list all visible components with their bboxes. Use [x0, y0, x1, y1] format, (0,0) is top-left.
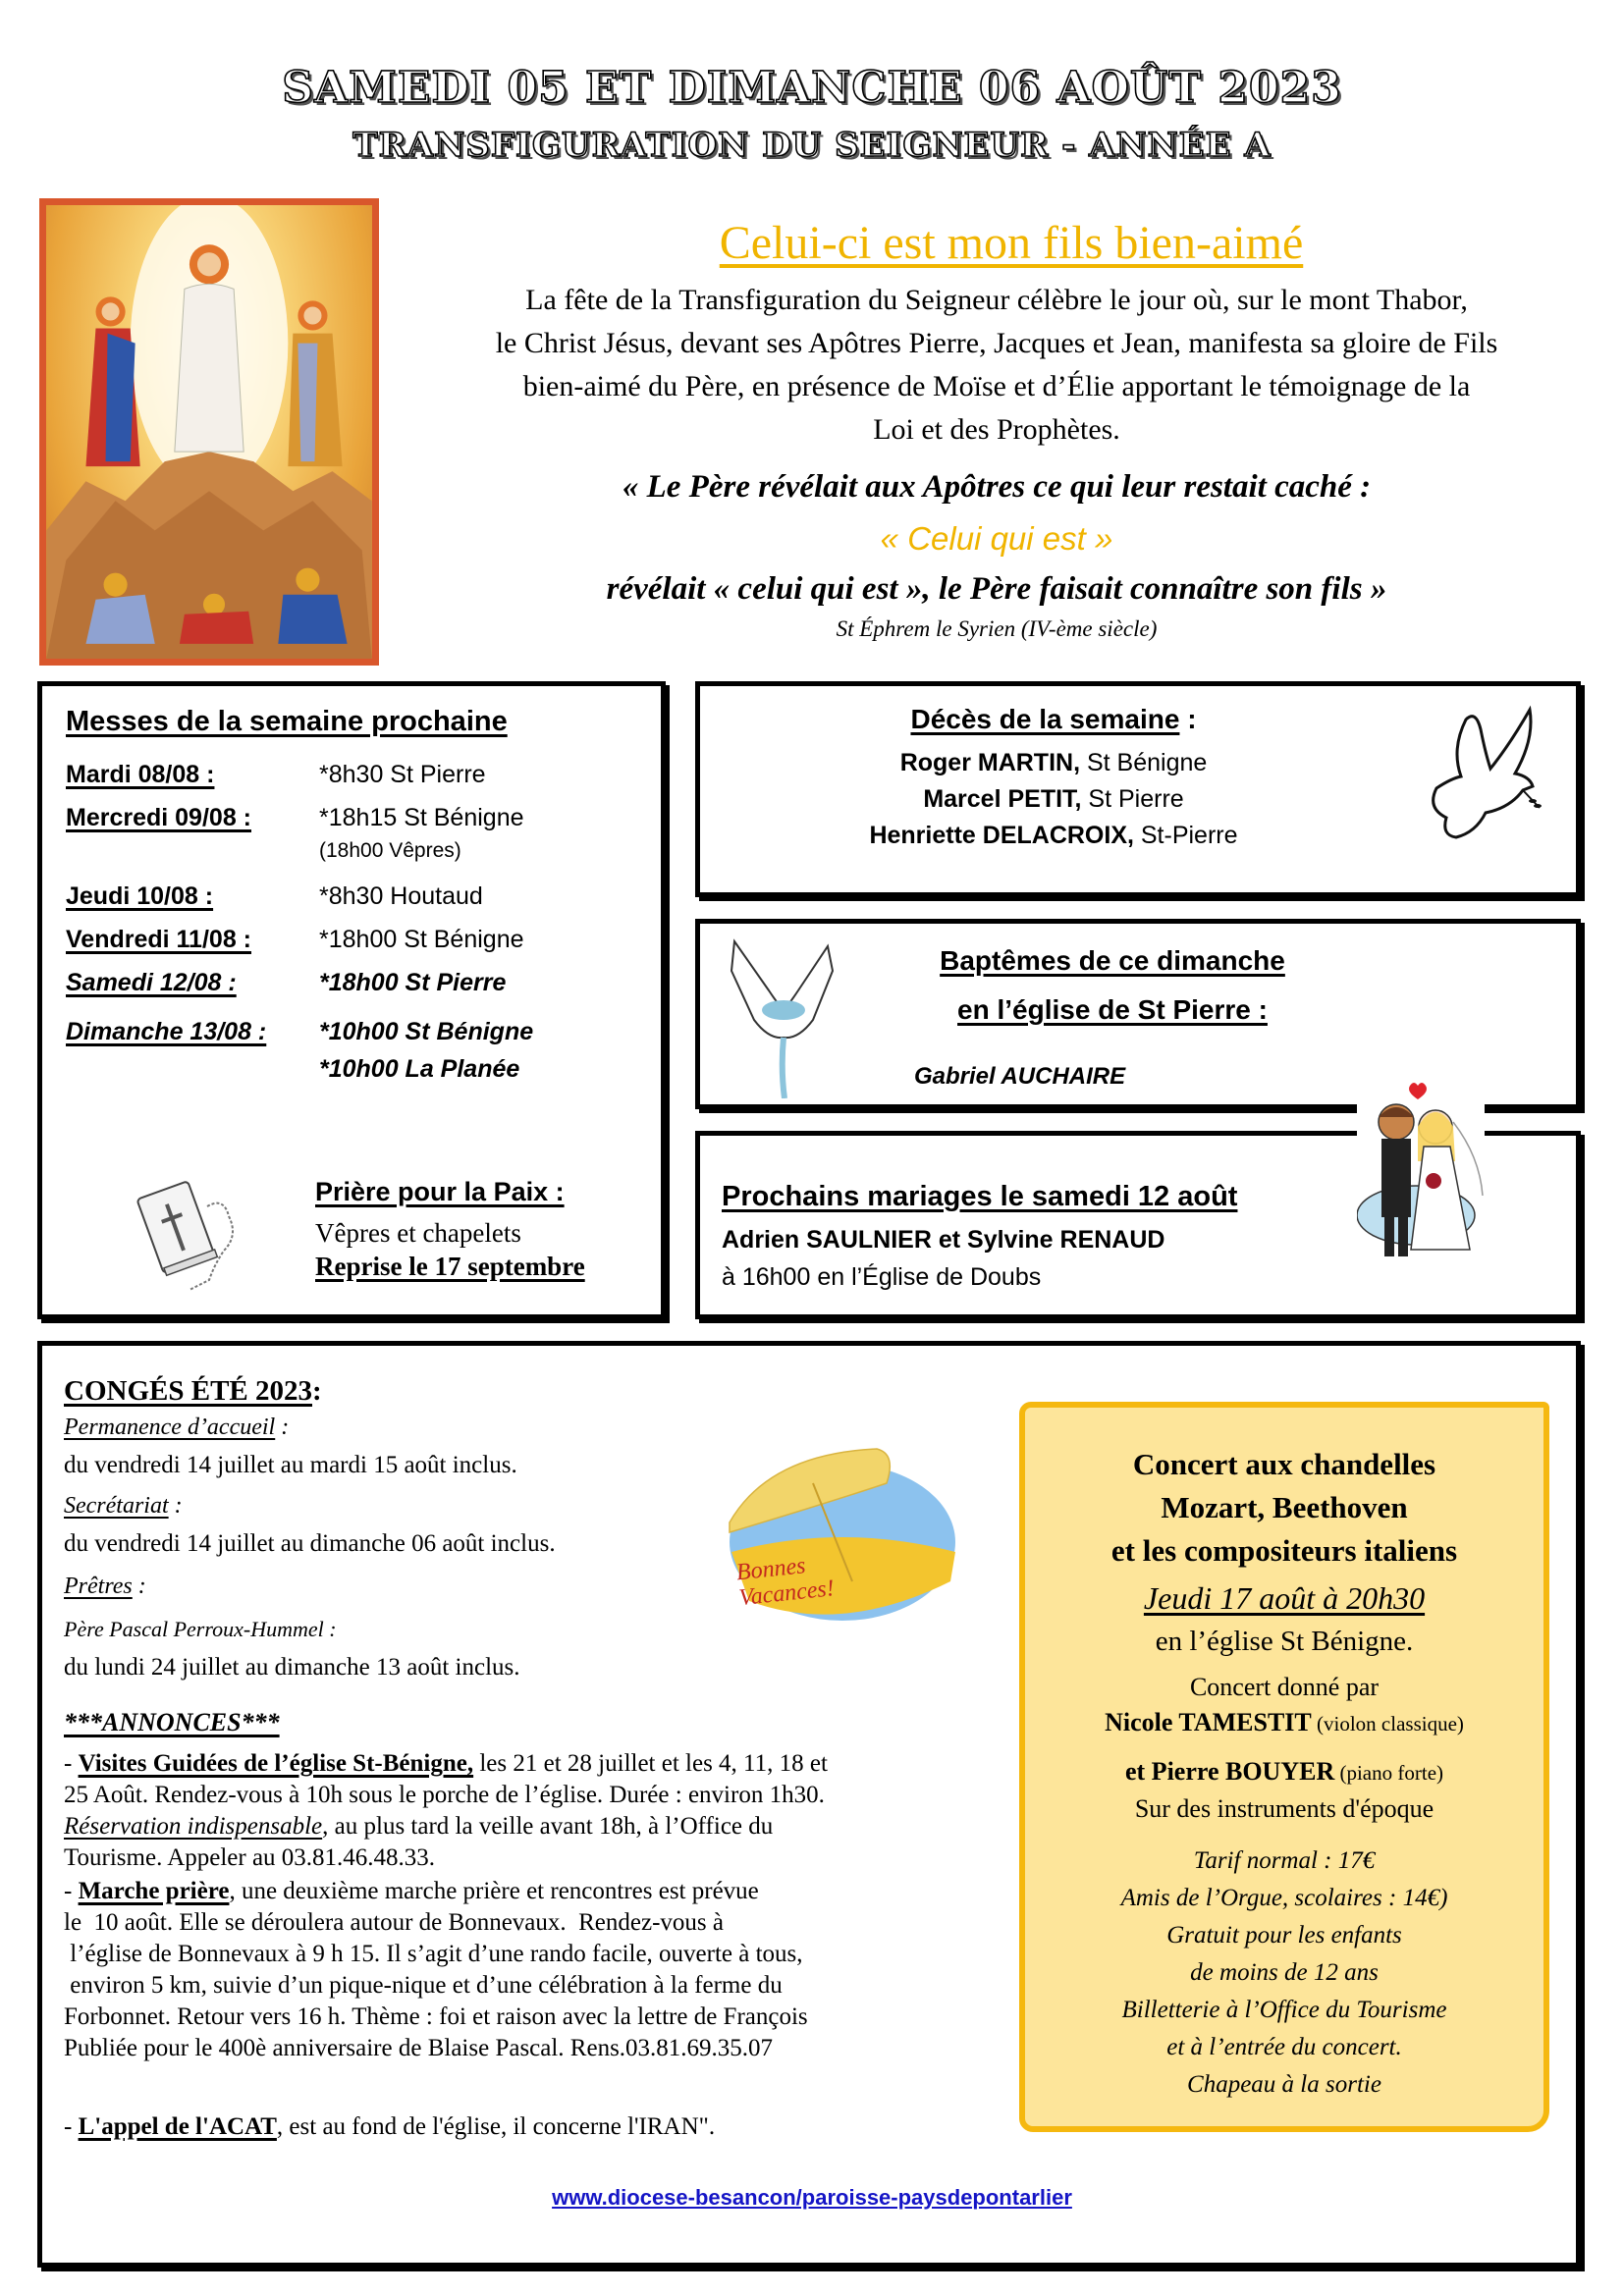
death-entry — [700, 749, 1407, 777]
holiday-label-text: Secrétariat — [64, 1493, 169, 1519]
holiday-label — [64, 1415, 289, 1441]
transfiguration-icon-image — [39, 198, 379, 666]
reservation-text: , au plus tard la veille avant 18h, à l’Office du — [322, 1813, 774, 1840]
concert-performer-1 — [1025, 1708, 1543, 1737]
concert-composers-2: et les compositeurs italiens — [1110, 1533, 1458, 1568]
death-entry — [700, 822, 1407, 850]
ann-line: Forbonnet. Retour vers 16 h. Thème : foi et raison avec la lettre de François — [64, 2003, 808, 2030]
mass-time: *10h00 La Planée — [319, 1055, 520, 1083]
holiday-label — [64, 1493, 183, 1520]
holidays-title-text: CONGÉS ÉTÉ 2023 — [64, 1375, 312, 1407]
holiday-label-text: Prêtres — [64, 1574, 133, 1599]
parish-website-link[interactable]: www.diocese-besancon/paroisse-paysdepontarlier — [552, 2185, 1072, 2210]
mass-time: *8h30 Houtaud — [319, 882, 483, 910]
performer-1-name: Nicole TAMESTIT — [1105, 1708, 1312, 1736]
baptisms-title-line1: Baptêmes de ce dimanche — [940, 945, 1285, 976]
holiday-label-text: Permanence d’accueil — [64, 1415, 276, 1440]
ann-line: 25 Août. Rendez-vous à 10h sous le porche de l’église. Durée : environ 1h30. — [64, 1782, 825, 1808]
masses-box — [37, 681, 666, 1319]
mass-day: Dimanche 13/08 : — [66, 1018, 267, 1045]
acat-label: L'appel de l'ACAT — [78, 2113, 277, 2140]
deaths-title — [700, 704, 1407, 735]
concert-hat: Chapeau à la sortie — [1187, 2071, 1381, 2098]
concert-date: Jeudi 17 août à 20h30 — [1143, 1580, 1426, 1616]
weddings-title: Prochains mariages le samedi 12 août — [722, 1181, 1238, 1212]
prayer-resume-date: Reprise le 17 septembre — [315, 1252, 585, 1281]
performer-2-name: et Pierre BOUYER — [1124, 1757, 1335, 1786]
mass-time: *18h00 St Pierre — [319, 969, 507, 996]
price-normal: Tarif normal : 17€ — [1193, 1847, 1376, 1874]
wedding-details: à 16h00 en l’Église de Doubs — [722, 1263, 1042, 1291]
prayer-line: Vêpres et chapelets — [315, 1218, 521, 1248]
mass-time: *10h00 St Bénigne — [319, 1018, 534, 1045]
concert-given-by: Concert donné par — [1189, 1673, 1380, 1701]
ann-line: l’église de Bonnevaux à 9 h 15. Il s’agit d’une rando facile, ouverte à tous, — [64, 1941, 803, 1967]
ann-line: environ 5 km, suivie d’un pique-nique et d’une célébration à la ferme du — [64, 1972, 783, 1999]
reservation-label: Réservation indispensable — [64, 1813, 323, 1840]
ann-line: - Visites Guidées de l’église St-Bénigne, les 21 et 28 juillet et les 4, 11, 18 et — [64, 1750, 828, 1777]
death-name: Henriette DELACROIX, — [869, 822, 1134, 849]
mass-time: *8h30 St Pierre — [319, 761, 486, 788]
ann-line: le 10 août. Elle se déroulera autour de Bonnevaux. Rendez-vous à — [64, 1909, 724, 1936]
announcement-acat: - L'appel de l'ACAT, est au fond de l'église, il concerne l'IRAN". — [64, 2113, 716, 2140]
holiday-dates: du vendredi 14 juillet au mardi 15 août inclus. — [64, 1452, 517, 1478]
quote-line: révélait « celui qui est », le Père faisait connaître son fils » — [606, 571, 1387, 607]
quote-highlight: « Celui qui est » — [880, 520, 1113, 557]
holidays-title — [64, 1375, 322, 1408]
holidays-title-suffix: : — [312, 1375, 322, 1407]
deaths-title-text: Décès de la semaine — [910, 704, 1180, 734]
concert-date-wrap — [1025, 1580, 1543, 1617]
tickets-office: Billetterie à l’Office du Tourisme — [1121, 1997, 1447, 2023]
holiday-label — [64, 1574, 146, 1600]
bible-rosary-icon — [131, 1167, 248, 1295]
concert-venue: en l’église St Bénigne. — [1155, 1626, 1414, 1657]
vacation-caption: Bonnes Vacances! — [734, 1553, 836, 1612]
mass-day: Samedi 12/08 : — [66, 969, 237, 996]
intro-line: Loi et des Prophètes. — [873, 413, 1120, 446]
walk-text: , une deuxième marche prière et rencontres est prévue — [229, 1878, 759, 1904]
acat-text: , est au fond de l'église, il concerne l'IRAN". — [276, 2113, 716, 2140]
concert-performer-2 — [1025, 1757, 1543, 1787]
quote-line: « Le Père révélait aux Apôtres ce qui leur restait caché : — [622, 469, 1372, 505]
death-parish: St Pierre — [1081, 785, 1184, 813]
announcement-visits — [64, 1748, 1026, 1874]
concert-composers: Mozart, Beethoven — [1161, 1490, 1408, 1524]
transfiguration-icon — [46, 205, 372, 659]
masses-title: Messes de la semaine prochaine — [66, 706, 508, 737]
baptisms-title-line2: en l’église de St Pierre : — [957, 994, 1268, 1025]
intro-line: La fête de la Transfiguration du Seigneur célèbre le jour où, sur le mont Thabor, — [525, 284, 1468, 316]
concert-instruments: Sur des instruments d'époque — [1134, 1794, 1435, 1823]
mass-time: *18h15 St Bénigne — [319, 804, 524, 831]
announcements-title — [64, 1707, 1026, 1738]
baptism-name: Gabriel AUCHAIRE — [914, 1063, 1126, 1090]
announcement-walk — [64, 1876, 1026, 2064]
quote-attribution: St Éphrem le Syrien (IV-ème siècle) — [836, 616, 1158, 641]
mass-note: (18h00 Vêpres) — [319, 839, 461, 862]
price-free: Gratuit pour les enfants — [1166, 1922, 1402, 1949]
page-subtitle: TRANSFIGURATION DU SEIGNEUR - ANNÉE A — [352, 126, 1272, 165]
death-parish: St-Pierre — [1133, 822, 1238, 849]
deaths-box — [695, 681, 1581, 897]
walk-label: Marche prière — [78, 1878, 230, 1904]
ann-line: Publiée pour le 400è anniversaire de Blaise Pascal. Rens.03.81.69.35.07 — [64, 2035, 774, 2061]
vacation-image — [710, 1444, 965, 1630]
performer-1-role: (violon classique) — [1311, 1712, 1464, 1735]
ann-line: - Marche prière, une deuxième marche prière et rencontres est prévue — [64, 1878, 759, 1904]
section-heading: Celui-ci est mon fils bien-aimé — [719, 217, 1304, 269]
death-name: Marcel PETIT, — [923, 785, 1082, 813]
mass-day: Mercredi 09/08 : — [66, 804, 251, 831]
holiday-priest: Père Pascal Perroux-Hummel : — [64, 1617, 337, 1641]
wedding-couple-icon — [1357, 1078, 1485, 1274]
announcements-title-text: ***ANNONCES*** — [64, 1708, 280, 1736]
holiday-dates: du lundi 24 juillet au dimanche 13 août inclus. — [64, 1654, 520, 1681]
visits-text: les 21 et 28 juillet et les 4, 11, 18 et — [473, 1750, 828, 1777]
prayer-title: Prière pour la Paix : — [315, 1177, 565, 1206]
mass-day: Mardi 08/08 : — [66, 761, 215, 788]
mass-time: *18h00 St Bénigne — [319, 926, 524, 953]
ann-line: Tourisme. Appeler au 03.81.46.48.33. — [64, 1844, 436, 1871]
holiday-label-suffix: : — [132, 1574, 146, 1599]
mass-day: Vendredi 11/08 : — [66, 926, 251, 953]
ann-line — [64, 1811, 1026, 1842]
page-title: SAMEDI 05 ET DIMANCHE 06 AOÛT 2023 — [282, 63, 1342, 113]
wedding-couple: Adrien SAULNIER et Sylvine RENAUD — [722, 1226, 1165, 1254]
dove-icon — [1407, 700, 1544, 847]
visits-label: Visites Guidées de l’église St-Bénigne, — [78, 1750, 474, 1777]
holiday-label-suffix: : — [168, 1493, 183, 1519]
wedding-couple-drawing — [1357, 1078, 1485, 1274]
concert-title: Concert aux chandelles — [1132, 1447, 1436, 1481]
mass-day: Jeudi 10/08 : — [66, 882, 214, 910]
holiday-label-suffix: : — [275, 1415, 290, 1440]
death-parish: St Bénigne — [1080, 749, 1208, 776]
intro-line: bien-aimé du Père, en présence de Moïse et d’Élie apportant le témoignage de la — [522, 370, 1471, 402]
tickets-entrance: et à l’entrée du concert. — [1166, 2034, 1402, 2060]
baptism-hands-icon — [730, 932, 838, 1098]
holiday-dates: du vendredi 14 juillet au dimanche 06 août inclus. — [64, 1530, 556, 1557]
price-free-age: de moins de 12 ans — [1190, 1959, 1379, 1986]
death-entry — [700, 785, 1407, 814]
intro-line: le Christ Jésus, devant ses Apôtres Pierre, Jacques et Jean, manifesta sa gloire de Fils — [495, 327, 1498, 359]
concert-poster — [1019, 1402, 1549, 2132]
performer-2-role: (piano forte) — [1334, 1761, 1444, 1785]
price-reduced: Amis de l’Orgue, scolaires : 14€) — [1120, 1885, 1448, 1911]
deaths-title-suffix: : — [1179, 704, 1197, 734]
death-name: Roger MARTIN, — [899, 749, 1081, 776]
intro-paragraph — [383, 279, 1610, 452]
